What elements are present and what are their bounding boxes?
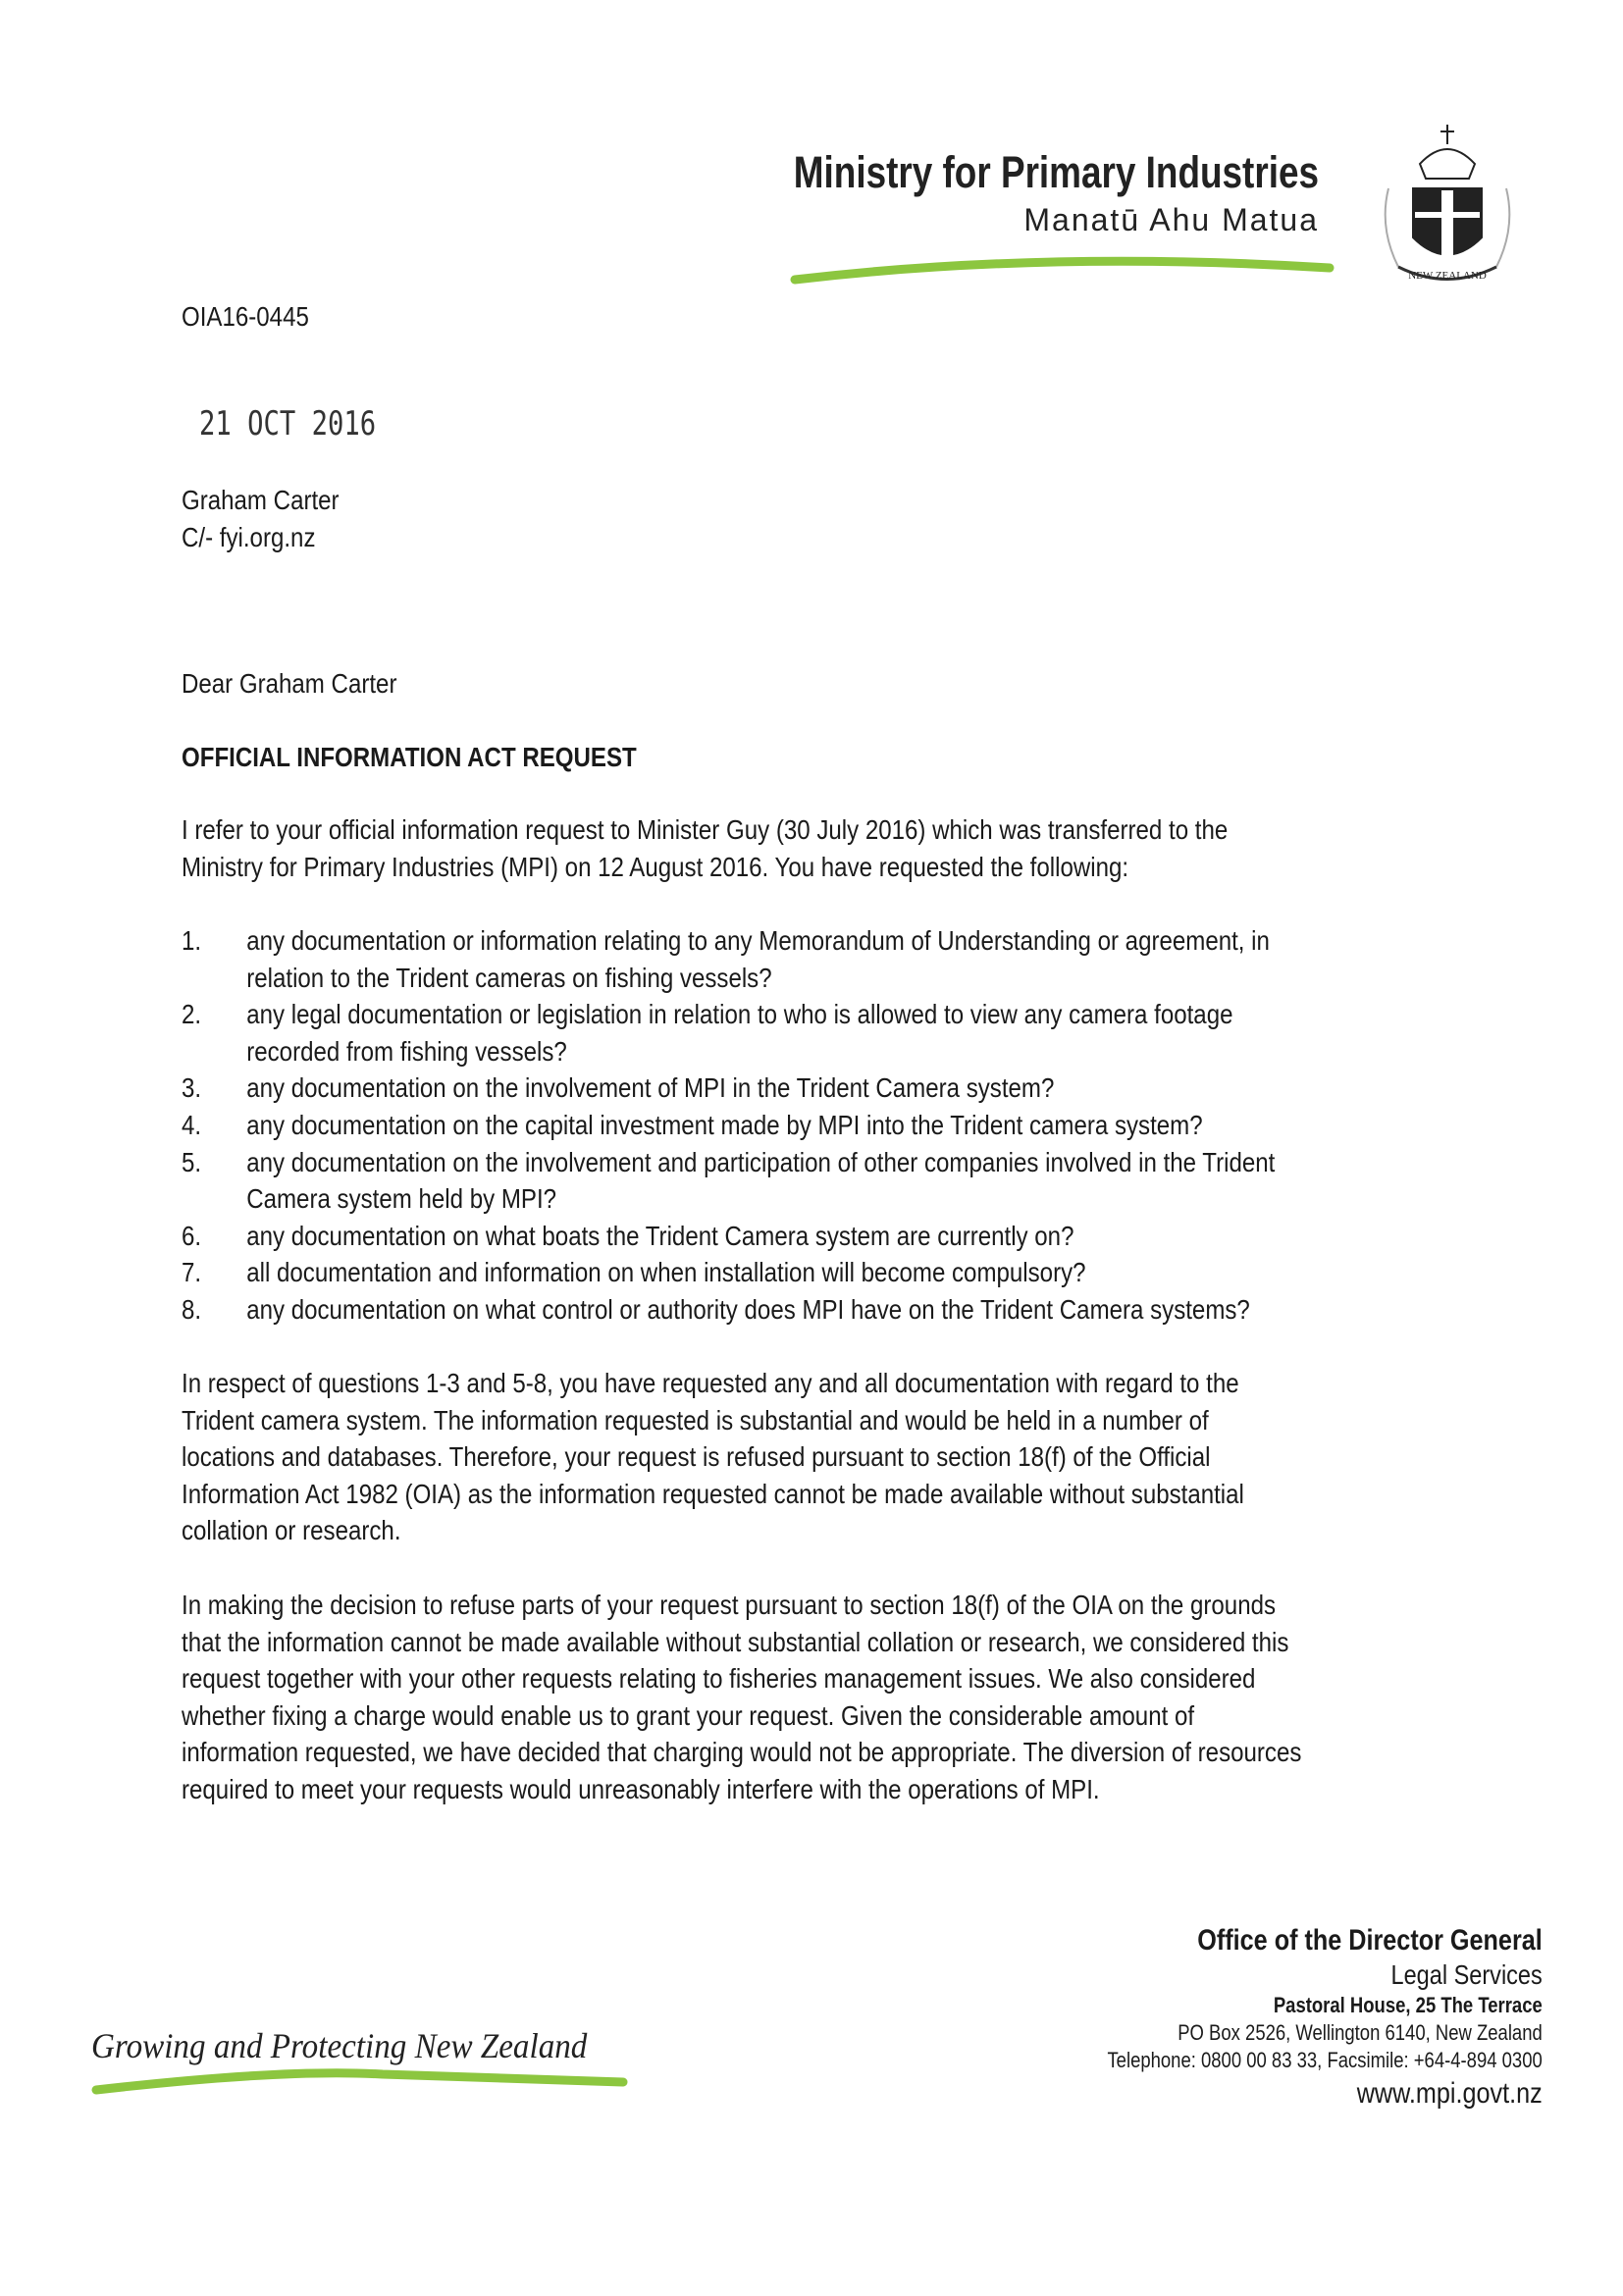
request-item (182, 1254, 1275, 1291)
office-address-block (1108, 1923, 1543, 2113)
request-item (182, 996, 1275, 1033)
recipient-name: Graham Carter (182, 485, 340, 515)
request-item (182, 1218, 1275, 1255)
crest-text: NEW ZEALAND (1408, 270, 1487, 282)
tagline: Growing and Protecting New Zealand (91, 2026, 588, 2065)
request-text: any documentation or information relating to any Memorandum of Understanding or agreement, in (246, 925, 1270, 956)
text-line: Information Act 1982 (OIA) as the information requested cannot be made available without substantial (182, 1478, 1244, 1509)
request-text: any documentation on the involvement and participation of other companies involved in the Trident (246, 1146, 1276, 1177)
request-text: Camera system held by MPI? (246, 1183, 557, 1215)
text-line: that the information cannot be made available without substantial collation or research, we considered this (182, 1626, 1289, 1657)
text-line: In making the decision to refuse parts of your request pursuant to section 18(f) of the OIA on the grounds (182, 1590, 1277, 1620)
text-line: required to meet your requests would unreasonably interfere with the operations of MPI. (182, 1773, 1100, 1804)
date-stamp: 21 OCT 2016 (199, 404, 377, 444)
decision-paragraph (182, 1587, 1301, 1808)
reference-number: OIA16-0445 (182, 301, 309, 332)
request-item (182, 1180, 1275, 1218)
request-item (182, 1107, 1275, 1144)
coat-of-arms-logo (1359, 120, 1536, 296)
header-swoosh (790, 250, 1335, 289)
text-line: Trident camera system. The information requested is substantial and would be held in a number of (182, 1404, 1209, 1435)
request-number: 5. (182, 1146, 202, 1177)
request-number: 1. (182, 925, 202, 956)
text-line: I refer to your official information request to Minister Guy (30 July 2016) which was transferred to the (182, 814, 1229, 845)
request-list (182, 922, 1275, 1329)
request-text: any documentation on what boats the Trident Camera system are currently on? (246, 1220, 1074, 1251)
text-line: Ministry for Primary Industries (MPI) on 12 August 2016. You have requested the following: (182, 851, 1129, 882)
refusal-paragraph (182, 1365, 1244, 1549)
letterhead (436, 147, 1319, 238)
request-item (182, 1144, 1275, 1181)
request-item (182, 1033, 1275, 1070)
request-text: recorded from fishing vessels? (246, 1035, 567, 1067)
request-item (182, 960, 1275, 997)
text-line: In respect of questions 1-3 and 5-8, you have requested any and all documentation with regard to the (182, 1368, 1239, 1398)
request-text: any documentation on the involvement of MPI in the Trident Camera system? (246, 1072, 1055, 1104)
office-name: Office of the Director General (1197, 1924, 1543, 1957)
org-name-maori: Manatū Ahu Matua (1023, 202, 1319, 237)
text-line: whether fixing a charge would enable us to grant your request. Given the considerable amount of (182, 1699, 1195, 1731)
request-item (182, 922, 1275, 960)
street-address: Pastoral House, 25 The Terrace (1274, 1993, 1543, 2017)
org-name: Ministry for Primary Industries (793, 147, 1319, 197)
text-line: request together with your other requests relating to fisheries management issues. We also considered (182, 1663, 1256, 1695)
request-text: any documentation on what control or authority does MPI have on the Trident Camera systems? (246, 1293, 1250, 1325)
website-link[interactable]: www.mpi.govt.nz (1356, 2077, 1543, 2110)
request-item (182, 1291, 1275, 1329)
recipient-address (182, 482, 340, 555)
request-text: relation to the Trident cameras on fishing vessels? (246, 962, 772, 993)
request-number (182, 1180, 246, 1218)
request-number: 3. (182, 1072, 202, 1104)
phone-fax: Telephone: 0800 00 83 33, Facsimile: +64-4-894 0300 (1107, 2048, 1543, 2072)
recipient-care-of: C/- fyi.org.nz (182, 521, 316, 552)
request-number: 6. (182, 1220, 202, 1251)
request-number (182, 960, 246, 997)
request-text: all documentation and information on when installation will become compulsory? (246, 1257, 1086, 1288)
salutation: Dear Graham Carter (182, 668, 397, 699)
text-line: locations and databases. Therefore, your request is refused pursuant to section 18(f) of the Official (182, 1441, 1211, 1473)
request-number: 8. (182, 1293, 202, 1325)
request-number: 4. (182, 1109, 202, 1140)
request-number (182, 1033, 246, 1070)
footer-swoosh (88, 2061, 638, 2100)
request-number: 7. (182, 1257, 202, 1288)
request-number: 2. (182, 999, 202, 1030)
intro-paragraph (182, 811, 1228, 885)
division-name: Legal Services (1390, 1959, 1543, 1990)
postal-address: PO Box 2526, Wellington 6140, New Zealand (1178, 2020, 1543, 2045)
request-text: any documentation on the capital investment made by MPI into the Trident camera system? (246, 1109, 1203, 1140)
text-line: information requested, we have decided that charging would not be appropriate. The diversion of resources (182, 1737, 1302, 1768)
letter-heading: OFFICIAL INFORMATION ACT REQUEST (182, 742, 637, 772)
text-line: collation or research. (182, 1515, 401, 1546)
request-text: any legal documentation or legislation in relation to who is allowed to view any camera footage (246, 999, 1233, 1030)
request-item (182, 1070, 1275, 1107)
